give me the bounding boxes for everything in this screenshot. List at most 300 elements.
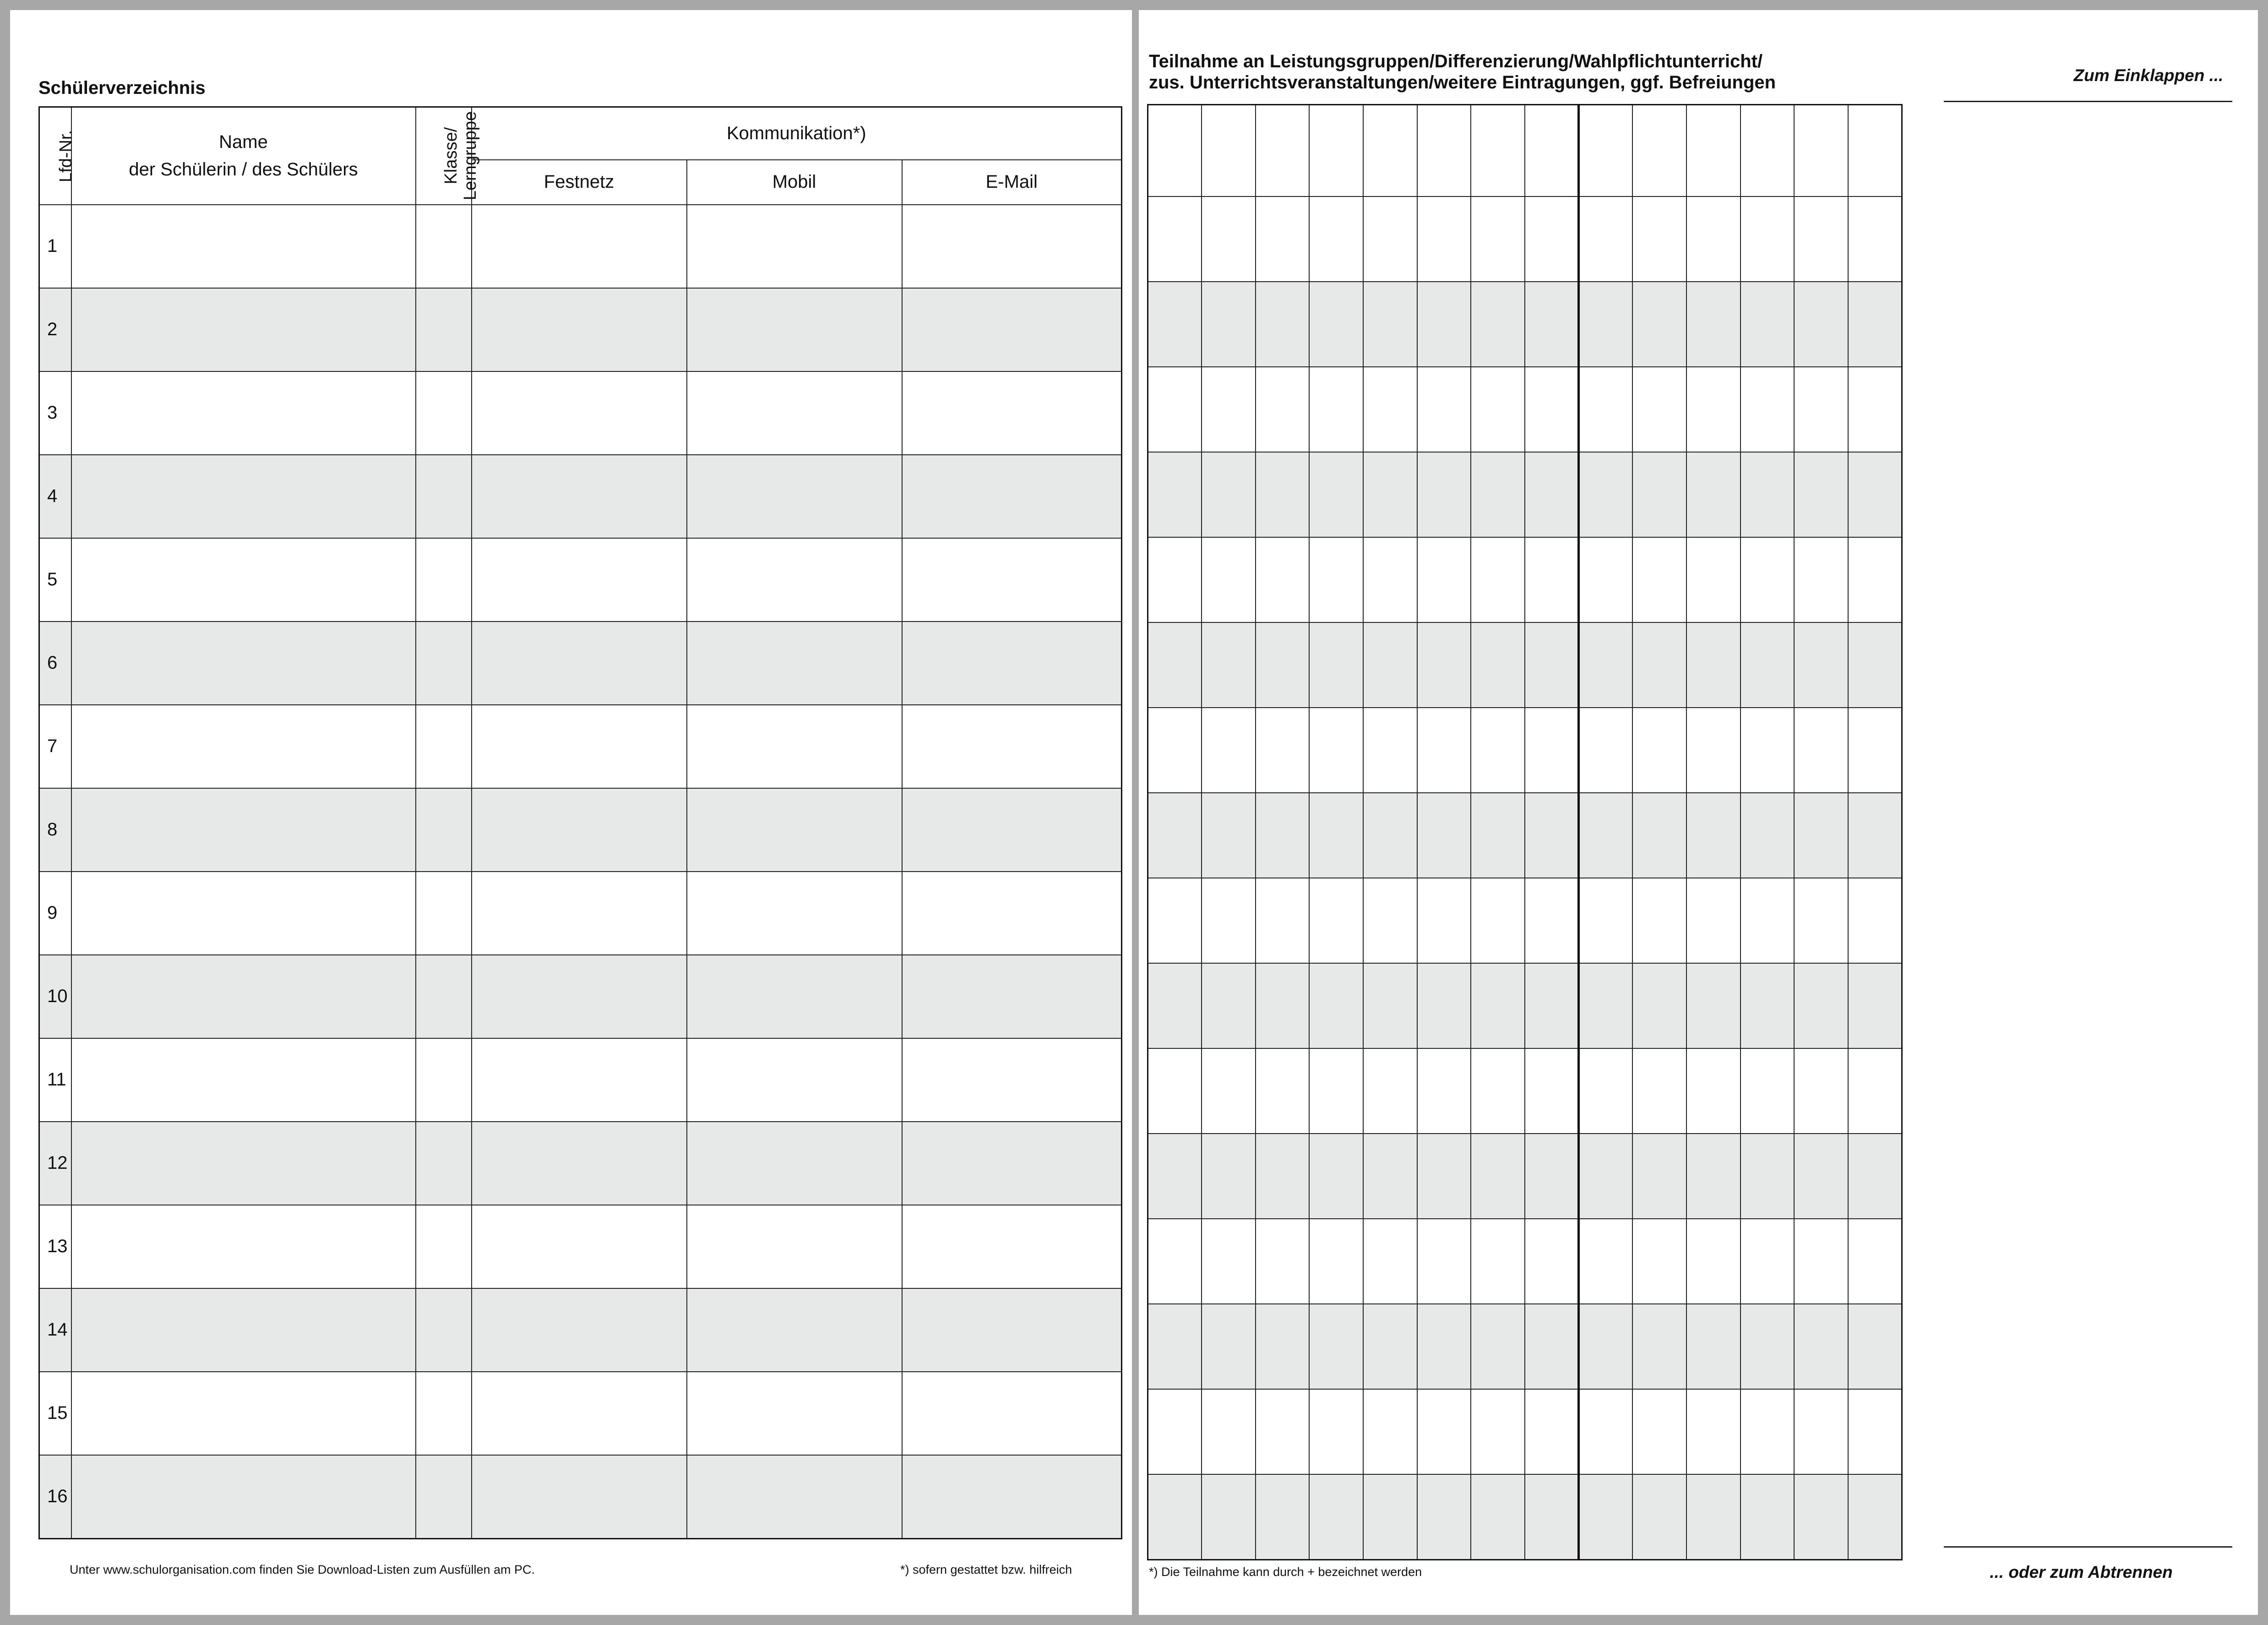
grid-cell — [1740, 1304, 1795, 1389]
grid-cell — [1363, 1474, 1417, 1560]
grid-cell — [1579, 367, 1633, 452]
header-klasse: Klasse/ Lerngruppe — [416, 107, 472, 205]
grid-cell — [1202, 1048, 1256, 1134]
grid-cell — [1794, 282, 1848, 367]
grid-cell — [1256, 622, 1310, 708]
table-row — [39, 288, 1122, 371]
header-name: Name der Schülerin / des Schülers — [71, 107, 416, 205]
grid-cell — [1848, 1134, 1902, 1219]
grid-cell — [1471, 1048, 1525, 1134]
festnetz-cell — [472, 622, 687, 705]
grid-cell — [1632, 963, 1686, 1048]
name-cell — [71, 955, 416, 1038]
name-cell — [71, 788, 416, 872]
grid-cell — [1309, 367, 1363, 452]
grid-cell — [1471, 793, 1525, 878]
grid-cell — [1632, 708, 1686, 793]
grid-cell — [1686, 793, 1740, 878]
grid-cell — [1579, 537, 1633, 622]
name-cell — [71, 371, 416, 455]
grid-cell — [1740, 196, 1795, 282]
grid-cell — [1309, 1134, 1363, 1219]
festnetz-cell — [472, 205, 687, 288]
grid-cell — [1686, 708, 1740, 793]
festnetz-cell — [472, 1122, 687, 1205]
grid-cell — [1794, 367, 1848, 452]
grid-cell — [1148, 367, 1202, 452]
grid-cell — [1471, 708, 1525, 793]
grid-cell — [1686, 1304, 1740, 1389]
grid-cell — [1471, 1304, 1525, 1389]
grid-cell — [1309, 1048, 1363, 1134]
mobil-cell — [687, 455, 902, 538]
grid-cell — [1363, 452, 1417, 537]
grid-cell — [1148, 537, 1202, 622]
grid-cell — [1632, 622, 1686, 708]
grid-cell — [1740, 1389, 1795, 1474]
grid-cell — [1417, 282, 1471, 367]
grid-cell — [1417, 963, 1471, 1048]
klasse-cell — [416, 538, 472, 622]
grid-cell — [1579, 1134, 1633, 1219]
grid-cell — [1686, 1474, 1740, 1560]
email-cell — [902, 1122, 1122, 1205]
name-cell — [71, 705, 416, 788]
grid-cell — [1417, 452, 1471, 537]
grid-cell — [1579, 963, 1633, 1048]
grid-cell — [1309, 282, 1363, 367]
grid-cell — [1525, 793, 1579, 878]
grid-cell — [1363, 1304, 1417, 1389]
grid-cell — [1417, 708, 1471, 793]
grid-cell — [1632, 452, 1686, 537]
grid-cell — [1256, 452, 1310, 537]
page-title: Schülerverzeichnis — [38, 78, 206, 98]
grid-cell — [1471, 367, 1525, 452]
table-row — [39, 1288, 1122, 1372]
grid-cell — [1202, 1474, 1256, 1560]
mobil-cell — [687, 788, 902, 872]
grid-row — [1148, 282, 1902, 367]
grid-cell — [1848, 196, 1902, 282]
footer-download-note: Unter www.schulorganisation.com finden Sie Download-Listen zum Ausfüllen am PC. — [70, 1563, 535, 1576]
grid-cell — [1202, 1134, 1256, 1219]
grid-cell — [1363, 793, 1417, 878]
grid-cell — [1686, 1134, 1740, 1219]
grid-cell — [1686, 878, 1740, 963]
grid-header-cell — [1202, 105, 1256, 197]
grid-cell — [1471, 537, 1525, 622]
email-cell — [902, 1038, 1122, 1122]
grid-header-cell — [1848, 105, 1902, 197]
grid-row — [1148, 793, 1902, 878]
table-row — [39, 1122, 1122, 1205]
grid-cell — [1471, 1389, 1525, 1474]
grid-cell — [1579, 878, 1633, 963]
grid-cell — [1794, 1474, 1848, 1560]
grid-cell — [1794, 1304, 1848, 1389]
fold-line-bottom — [1944, 1546, 2232, 1548]
header-kommunikation: Kommunikation*) — [472, 107, 1122, 160]
klasse-cell — [416, 1288, 472, 1372]
grid-cell — [1525, 1304, 1579, 1389]
grid-cell — [1256, 793, 1310, 878]
name-cell — [71, 538, 416, 622]
grid-cell — [1471, 196, 1525, 282]
klasse-cell — [416, 622, 472, 705]
grid-cell — [1471, 878, 1525, 963]
row-number: 6 — [39, 622, 71, 705]
festnetz-cell — [472, 288, 687, 371]
grid-cell — [1525, 452, 1579, 537]
mobil-cell — [687, 1038, 902, 1122]
grid-cell — [1256, 1389, 1310, 1474]
grid-cell — [1579, 1389, 1633, 1474]
grid-row — [1148, 1048, 1902, 1134]
grid-cell — [1202, 1219, 1256, 1304]
festnetz-cell — [472, 788, 687, 872]
email-cell — [902, 705, 1122, 788]
grid-cell — [1148, 622, 1202, 708]
grid-cell — [1309, 537, 1363, 622]
klasse-cell — [416, 288, 472, 371]
email-cell — [902, 371, 1122, 455]
participation-grid — [1147, 104, 1903, 1560]
table-row — [39, 205, 1122, 288]
grid-header-cell — [1309, 105, 1363, 197]
grid-cell — [1794, 537, 1848, 622]
grid-cell — [1848, 708, 1902, 793]
row-number: 1 — [39, 205, 71, 288]
grid-cell — [1309, 1474, 1363, 1560]
grid-row — [1148, 1304, 1902, 1389]
email-cell — [902, 538, 1122, 622]
grid-cell — [1848, 793, 1902, 878]
klasse-cell — [416, 1038, 472, 1122]
grid-cell — [1256, 878, 1310, 963]
row-number: 11 — [39, 1038, 71, 1122]
table-row — [39, 1455, 1122, 1539]
grid-header-cell — [1471, 105, 1525, 197]
mobil-cell — [687, 288, 902, 371]
grid-cell — [1363, 963, 1417, 1048]
grid-row — [1148, 1219, 1902, 1304]
festnetz-cell — [472, 1372, 687, 1455]
grid-cell — [1740, 793, 1795, 878]
grid-cell — [1363, 537, 1417, 622]
grid-cell — [1632, 1304, 1686, 1389]
name-cell — [71, 872, 416, 955]
grid-cell — [1794, 196, 1848, 282]
festnetz-cell — [472, 538, 687, 622]
grid-cell — [1202, 367, 1256, 452]
table-row — [39, 705, 1122, 788]
grid-row — [1148, 963, 1902, 1048]
header-lfd-nr: Lfd-Nr. — [39, 107, 71, 205]
grid-cell — [1686, 963, 1740, 1048]
grid-cell — [1632, 537, 1686, 622]
mobil-cell — [687, 371, 902, 455]
klasse-cell — [416, 1205, 472, 1288]
grid-cell — [1740, 963, 1795, 1048]
mobil-cell — [687, 1288, 902, 1372]
email-cell — [902, 955, 1122, 1038]
header-festnetz: Festnetz — [472, 160, 687, 205]
grid-cell — [1740, 1048, 1795, 1134]
mobil-cell — [687, 705, 902, 788]
grid-cell — [1794, 1389, 1848, 1474]
grid-cell — [1686, 537, 1740, 622]
festnetz-cell — [472, 455, 687, 538]
grid-cell — [1417, 793, 1471, 878]
grid-cell — [1579, 1219, 1633, 1304]
grid-cell — [1686, 622, 1740, 708]
grid-cell — [1794, 622, 1848, 708]
grid-header-cell — [1686, 105, 1740, 197]
grid-cell — [1740, 708, 1795, 793]
grid-cell — [1740, 1134, 1795, 1219]
grid-cell — [1309, 622, 1363, 708]
grid-cell — [1525, 1389, 1579, 1474]
grid-cell — [1525, 622, 1579, 708]
grid-cell — [1848, 878, 1902, 963]
header-email: E-Mail — [902, 160, 1122, 205]
grid-cell — [1740, 282, 1795, 367]
grid-cell — [1740, 452, 1795, 537]
grid-cell — [1202, 537, 1256, 622]
grid-cell — [1417, 1474, 1471, 1560]
grid-cell — [1579, 196, 1633, 282]
email-cell — [902, 622, 1122, 705]
mobil-cell — [687, 1205, 902, 1288]
grid-cell — [1686, 196, 1740, 282]
table-row — [39, 872, 1122, 955]
grid-cell — [1363, 878, 1417, 963]
name-cell — [71, 455, 416, 538]
grid-cell — [1848, 1219, 1902, 1304]
mobil-cell — [687, 205, 902, 288]
grid-cell — [1632, 1219, 1686, 1304]
grid-cell — [1148, 1304, 1202, 1389]
row-number: 3 — [39, 371, 71, 455]
table-row — [39, 538, 1122, 622]
grid-header-row — [1148, 105, 1902, 197]
grid-cell — [1309, 878, 1363, 963]
row-number: 4 — [39, 455, 71, 538]
grid-cell — [1471, 1134, 1525, 1219]
grid-cell — [1740, 1219, 1795, 1304]
footer-footnote: *) sofern gestattet bzw. hilfreich — [900, 1563, 1072, 1576]
grid-cell — [1309, 963, 1363, 1048]
grid-cell — [1579, 622, 1633, 708]
row-number: 2 — [39, 288, 71, 371]
grid-cell — [1417, 1304, 1471, 1389]
grid-row — [1148, 1474, 1902, 1560]
klasse-cell — [416, 705, 472, 788]
grid-cell — [1309, 1219, 1363, 1304]
grid-cell — [1148, 1219, 1202, 1304]
grid-cell — [1794, 1134, 1848, 1219]
grid-row — [1148, 196, 1902, 282]
left-page — [10, 10, 1132, 1615]
table-row — [39, 622, 1122, 705]
festnetz-cell — [472, 705, 687, 788]
table-row — [39, 788, 1122, 872]
grid-cell — [1740, 1474, 1795, 1560]
festnetz-cell — [472, 955, 687, 1038]
grid-cell — [1794, 963, 1848, 1048]
email-cell — [902, 1372, 1122, 1455]
name-cell — [71, 1038, 416, 1122]
grid-cell — [1848, 537, 1902, 622]
grid-cell — [1579, 793, 1633, 878]
grid-cell — [1417, 196, 1471, 282]
grid-cell — [1148, 1474, 1202, 1560]
grid-cell — [1579, 1474, 1633, 1560]
grid-header-cell — [1579, 105, 1633, 197]
grid-cell — [1794, 878, 1848, 963]
grid-cell — [1417, 878, 1471, 963]
grid-cell — [1579, 1304, 1633, 1389]
mobil-cell — [687, 622, 902, 705]
row-number: 13 — [39, 1205, 71, 1288]
name-cell — [71, 205, 416, 288]
grid-row — [1148, 1389, 1902, 1474]
grid-cell — [1579, 708, 1633, 793]
grid-cell — [1525, 878, 1579, 963]
grid-cell — [1256, 537, 1310, 622]
grid-cell — [1363, 367, 1417, 452]
grid-cell — [1417, 1134, 1471, 1219]
grid-cell — [1579, 1048, 1633, 1134]
grid-cell — [1202, 878, 1256, 963]
grid-row — [1148, 452, 1902, 537]
grid-cell — [1794, 1048, 1848, 1134]
grid-cell — [1471, 963, 1525, 1048]
grid-cell — [1525, 1134, 1579, 1219]
grid-cell — [1309, 1389, 1363, 1474]
table-row — [39, 455, 1122, 538]
email-cell — [902, 1455, 1122, 1539]
grid-cell — [1202, 963, 1256, 1048]
grid-cell — [1417, 1219, 1471, 1304]
grid-header-cell — [1148, 105, 1202, 197]
row-number: 14 — [39, 1288, 71, 1372]
grid-cell — [1740, 367, 1795, 452]
mobil-cell — [687, 1122, 902, 1205]
student-register-table — [38, 106, 1122, 1539]
grid-cell — [1148, 708, 1202, 793]
grid-cell — [1256, 708, 1310, 793]
grid-cell — [1740, 878, 1795, 963]
grid-cell — [1256, 1134, 1310, 1219]
grid-cell — [1686, 452, 1740, 537]
name-cell — [71, 1205, 416, 1288]
row-number: 12 — [39, 1122, 71, 1205]
grid-cell — [1309, 708, 1363, 793]
klasse-cell — [416, 1372, 472, 1455]
grid-cell — [1256, 963, 1310, 1048]
name-cell — [71, 622, 416, 705]
grid-cell — [1525, 537, 1579, 622]
table-row — [39, 1372, 1122, 1455]
name-cell — [71, 1288, 416, 1372]
grid-cell — [1848, 452, 1902, 537]
grid-header-cell — [1256, 105, 1310, 197]
klasse-cell — [416, 455, 472, 538]
grid-cell — [1525, 367, 1579, 452]
grid-cell — [1363, 622, 1417, 708]
grid-cell — [1309, 1304, 1363, 1389]
row-number: 8 — [39, 788, 71, 872]
grid-cell — [1309, 196, 1363, 282]
grid-cell — [1148, 282, 1202, 367]
grid-cell — [1202, 1389, 1256, 1474]
klasse-cell — [416, 205, 472, 288]
grid-cell — [1686, 282, 1740, 367]
grid-cell — [1848, 1304, 1902, 1389]
grid-cell — [1256, 196, 1310, 282]
grid-cell — [1417, 1389, 1471, 1474]
grid-row — [1148, 537, 1902, 622]
grid-cell — [1417, 537, 1471, 622]
grid-header-cell — [1740, 105, 1795, 197]
grid-title-line1: Teilnahme an Leistungsgruppen/Differenzierung/Wahlpflichtunterricht/ — [1149, 51, 1763, 71]
grid-cell — [1525, 963, 1579, 1048]
grid-cell — [1632, 1474, 1686, 1560]
grid-cell — [1686, 1048, 1740, 1134]
row-number: 7 — [39, 705, 71, 788]
grid-cell — [1632, 282, 1686, 367]
grid-cell — [1471, 1474, 1525, 1560]
grid-row — [1148, 708, 1902, 793]
grid-cell — [1848, 622, 1902, 708]
mobil-cell — [687, 1455, 902, 1539]
grid-cell — [1525, 1048, 1579, 1134]
grid-cell — [1148, 878, 1202, 963]
grid-cell — [1256, 282, 1310, 367]
row-number: 16 — [39, 1455, 71, 1539]
grid-cell — [1148, 196, 1202, 282]
grid-cell — [1632, 1134, 1686, 1219]
grid-cell — [1363, 282, 1417, 367]
grid-cell — [1363, 1389, 1417, 1474]
klasse-cell — [416, 872, 472, 955]
grid-cell — [1525, 1474, 1579, 1560]
name-cell — [71, 1372, 416, 1455]
grid-cell — [1794, 708, 1848, 793]
grid-cell — [1309, 452, 1363, 537]
grid-cell — [1363, 1048, 1417, 1134]
klasse-cell — [416, 955, 472, 1038]
grid-title-line2: zus. Unterrichtsveranstaltungen/weitere Eintragungen, ggf. Befreiungen — [1149, 72, 1776, 93]
table-row — [39, 371, 1122, 455]
grid-cell — [1471, 622, 1525, 708]
grid-cell — [1632, 1048, 1686, 1134]
grid-cell — [1202, 622, 1256, 708]
grid-cell — [1471, 1219, 1525, 1304]
grid-header-cell — [1417, 105, 1471, 197]
grid-cell — [1525, 1219, 1579, 1304]
festnetz-cell — [472, 1455, 687, 1539]
grid-cell — [1202, 452, 1256, 537]
participation-footnote: *) Die Teilnahme kann durch + bezeichnet werden — [1149, 1565, 1422, 1579]
grid-cell — [1579, 282, 1633, 367]
email-cell — [902, 872, 1122, 955]
festnetz-cell — [472, 872, 687, 955]
email-cell — [902, 288, 1122, 371]
grid-cell — [1632, 367, 1686, 452]
